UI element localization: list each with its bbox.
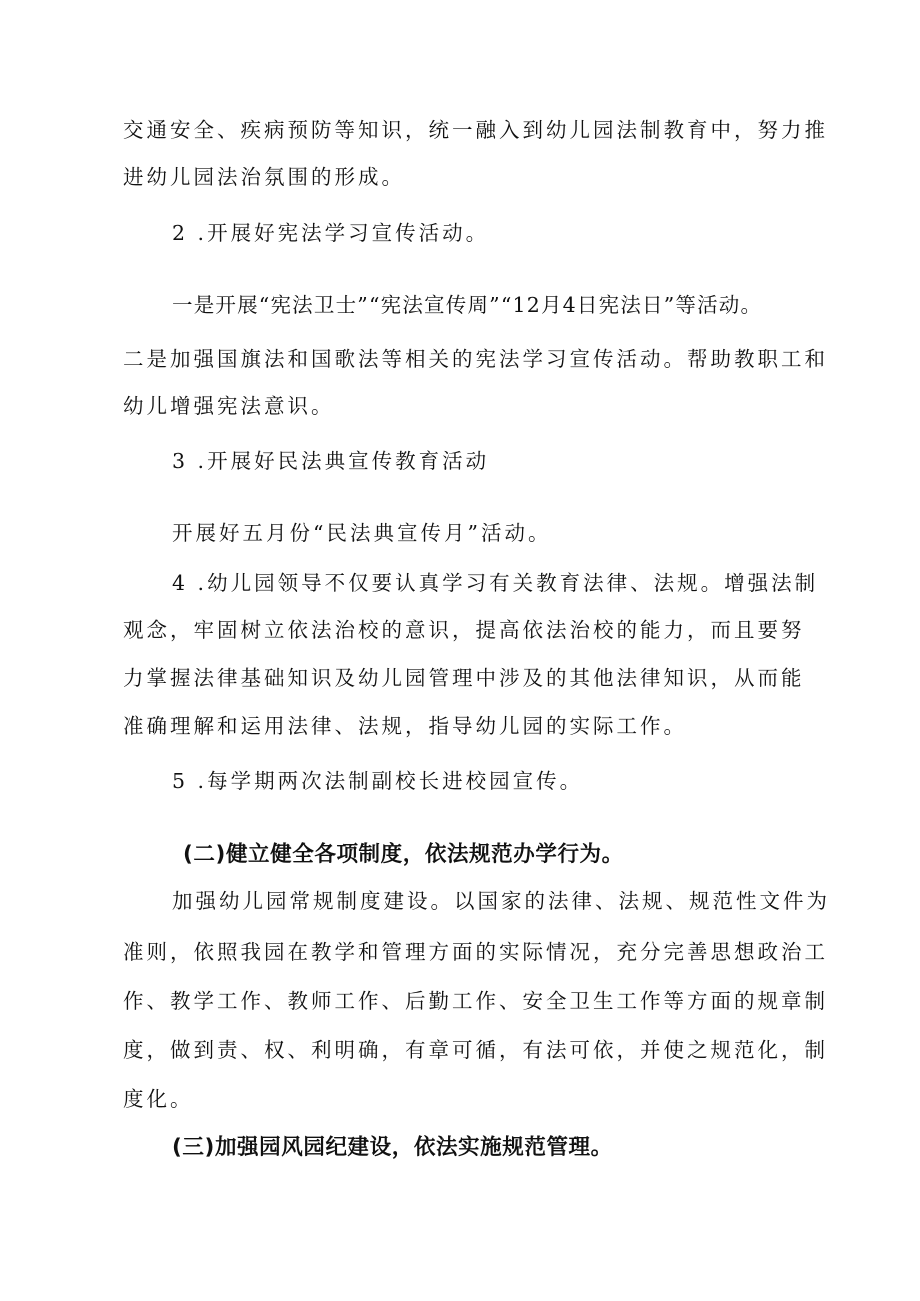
- item-5-text: 5 .每学期两次法制副校长进校园宣传。: [172, 769, 584, 793]
- text-line-6: 幼儿增强宪法意识。: [123, 394, 335, 418]
- text-line-15: 加强幼儿园常规制度建设。以国家的法律、法规、规范性文件为: [172, 889, 830, 913]
- section-heading-3: (三)加强园风园纪建设，依法实施规范管理。: [172, 1135, 613, 1160]
- item-2-heading: 2 .开展好宪法学习宣传活动。: [172, 221, 490, 245]
- text-line-5: 二是加强国旗法和国歌法等相关的宪法学习宣传活动。帮助教职工和: [123, 347, 828, 371]
- text-line-19: 度化。: [123, 1087, 194, 1111]
- text-line-8: 开展好五月份“民法典宣传月”活动。: [172, 521, 552, 545]
- item-4-text: 4 .幼儿园领导不仅要认真学习有关教育法律、法规。增强法制: [172, 571, 819, 595]
- text-line-16: 准则，依照我园在教学和管理方面的实际情况，充分完善思想政治工: [123, 940, 828, 964]
- text-line-17: 作、教学工作、教师工作、后勤工作、安全卫生工作等方面的规章制: [123, 989, 828, 1013]
- text-line-18: 度，做到责、权、利明确，有章可循，有法可依，并使之规范化，制: [123, 1038, 828, 1062]
- text-line-11: 力掌握法律基础知识及幼儿园管理中涉及的其他法律知识，从而能: [123, 666, 805, 690]
- section-heading-2: (二)健立健全各项制度，依法规范办学行为。: [183, 842, 624, 867]
- text-line-4: 一是开展“宪法卫士”“宪法宣传周”“12月4日宪法日”等活动。: [172, 293, 763, 317]
- text-line-1: 交通安全、疾病预防等知识，统一融入到幼儿园法制教育中，努力推: [123, 118, 828, 142]
- text-line-12: 准确理解和运用法律、法规，指导幼儿园的实际工作。: [123, 714, 687, 738]
- text-line-2: 进幼儿园法治氛围的形成。: [123, 165, 405, 189]
- text-line-10: 观念，牢固树立依法治校的意识，提高依法治校的能力，而且要努: [123, 618, 805, 642]
- item-3-heading: 3 .开展好民法典宣传教育活动: [172, 449, 490, 473]
